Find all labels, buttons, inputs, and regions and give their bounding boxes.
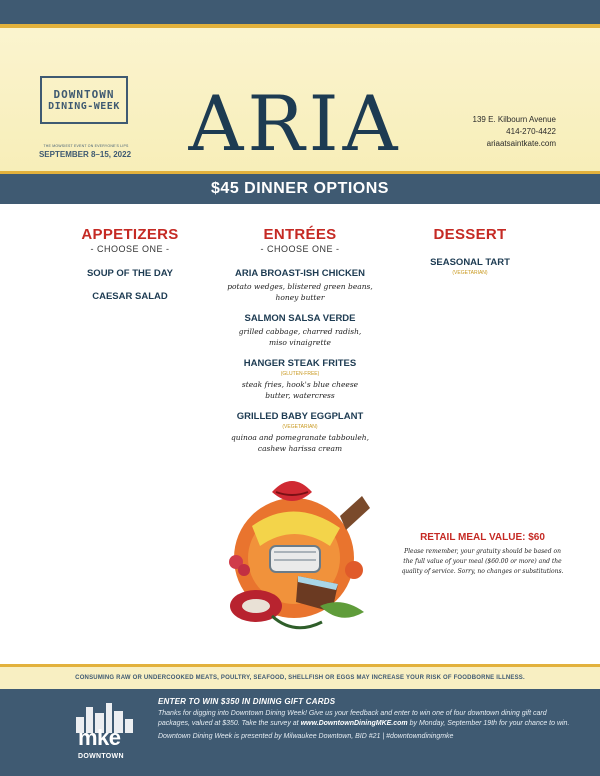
address-website[interactable]: ariaatsaintkate.com	[486, 139, 556, 148]
menu-item-tag: (VEGETARIAN)	[452, 270, 488, 276]
appetizers-subtitle: - CHOOSE ONE -	[90, 244, 170, 254]
menu-item-tag: (VEGETARIAN)	[282, 424, 318, 430]
mke-logo-sub: DOWNTOWN	[78, 753, 124, 760]
header	[0, 28, 600, 174]
promo-body-text: Thanks for digging into Downtown Dining Week! Give us your feedback and enter to win one of four downtown dining gift card packages, valued at $350. Take the survey at	[158, 710, 547, 727]
menu-item-name: HANGER STEAK FRITES	[243, 358, 357, 369]
fruit-shape	[345, 561, 363, 579]
menu-item-desc-line: butter, watercress	[265, 391, 335, 400]
steak-fat	[242, 599, 270, 613]
menu-item-name: GRILLED BABY EGGPLANT	[236, 411, 364, 422]
entrees-subtitle: - CHOOSE ONE -	[260, 244, 340, 254]
building-shape	[270, 546, 320, 572]
restaurant-address	[473, 114, 556, 150]
address-street: 139 E. Kilbourn Avenue	[472, 115, 556, 124]
menu-item-name: ARIA BROAST-ISH CHICKEN	[234, 268, 365, 279]
menu-item-description	[205, 326, 395, 348]
berry-shape	[238, 564, 250, 576]
restaurant-name: ARIA	[188, 79, 402, 168]
event-logo-line1: DOWNTOWN	[53, 88, 115, 101]
retail-value-note: Please remember, your gratuity should be based on the full value of your meal ($60.00 or more) and the quality of service. Sorry, no changes or substitutions.	[401, 548, 564, 575]
event-tagline: THE MOWSIEST EVENT ON EVERYONE'S LIPS	[43, 144, 129, 148]
dessert-title: DESSERT	[433, 226, 507, 243]
menu-item-name: SALMON SALSA VERDE	[244, 313, 356, 324]
event-logo	[40, 76, 128, 124]
event-dates: SEPTEMBER 8–15, 2022	[38, 150, 132, 159]
menu-item-desc-line: quinoa and pomegranate tabbouleh,	[230, 433, 370, 442]
dessert-section	[400, 226, 540, 276]
menu-item-desc-line: cashew harissa cream	[257, 444, 343, 453]
promo-body	[158, 709, 578, 729]
price-banner	[0, 174, 600, 204]
food-collage-illustration	[212, 466, 392, 666]
retail-value-title: RETAIL MEAL VALUE: $60	[420, 532, 545, 543]
entrees-section	[205, 226, 395, 454]
menu-item-desc-line: grilled cabbage, charred radish,	[238, 327, 362, 336]
leaf-shape	[320, 602, 364, 618]
menu-item-name: SOUP OF THE DAY	[86, 268, 174, 279]
footer-promo	[158, 697, 578, 740]
menu-item-name: SEASONAL TART	[430, 257, 510, 268]
promo-headline: ENTER TO WIN $350 IN DINING GIFT CARDS	[158, 697, 336, 706]
survey-link[interactable]: www.DowntownDiningMKE.com	[300, 720, 408, 727]
menu-item-desc-line: steak fries, hook's blue cheese	[241, 380, 359, 389]
entrees-title: ENTRÉES	[263, 226, 337, 243]
promo-body-text: by Monday, September 19th for your chance to win.	[409, 720, 570, 727]
appetizers-title: APPETIZERS	[81, 226, 179, 243]
health-warning-bar	[0, 667, 600, 689]
address-phone: 414-270-4422	[506, 127, 556, 136]
cone-shape	[340, 496, 370, 530]
price-banner-text: $45 DINNER OPTIONS	[211, 180, 389, 197]
menu-item-desc-line: miso vinaigrette	[269, 338, 331, 347]
mke-logo-word: mke	[78, 725, 121, 750]
retail-value-box	[400, 532, 565, 577]
menu-item-desc-line: potato wedges, blistered green beans,	[227, 282, 373, 291]
menu-item-desc-line: honey butter	[275, 293, 325, 302]
appetizers-section	[60, 226, 200, 302]
menu-item-tag: (GLUTEN-FREE)	[280, 371, 320, 377]
menu-item-name: CAESAR SALAD	[92, 291, 168, 302]
skyline-building	[125, 719, 133, 733]
menu-item-description	[205, 379, 395, 401]
footer	[0, 689, 600, 776]
presented-by-text: Downtown Dining Week is presented by Milwaukee Downtown, BID #21 | #downtowndiningmke	[158, 733, 454, 740]
menu-item-description	[205, 432, 395, 454]
top-stripe	[0, 0, 600, 28]
menu-item-description	[205, 281, 395, 303]
event-logo-line2: DINING-WEEK	[48, 101, 120, 112]
lips-shape	[272, 481, 312, 501]
health-warning-text: CONSUMING RAW OR UNDERCOOKED MEATS, POULTRY, SEAFOOD, SHELLFISH OR EGGS MAY INCREASE YOUR RISK OF FOODBORNE ILLNESS.	[75, 675, 525, 681]
